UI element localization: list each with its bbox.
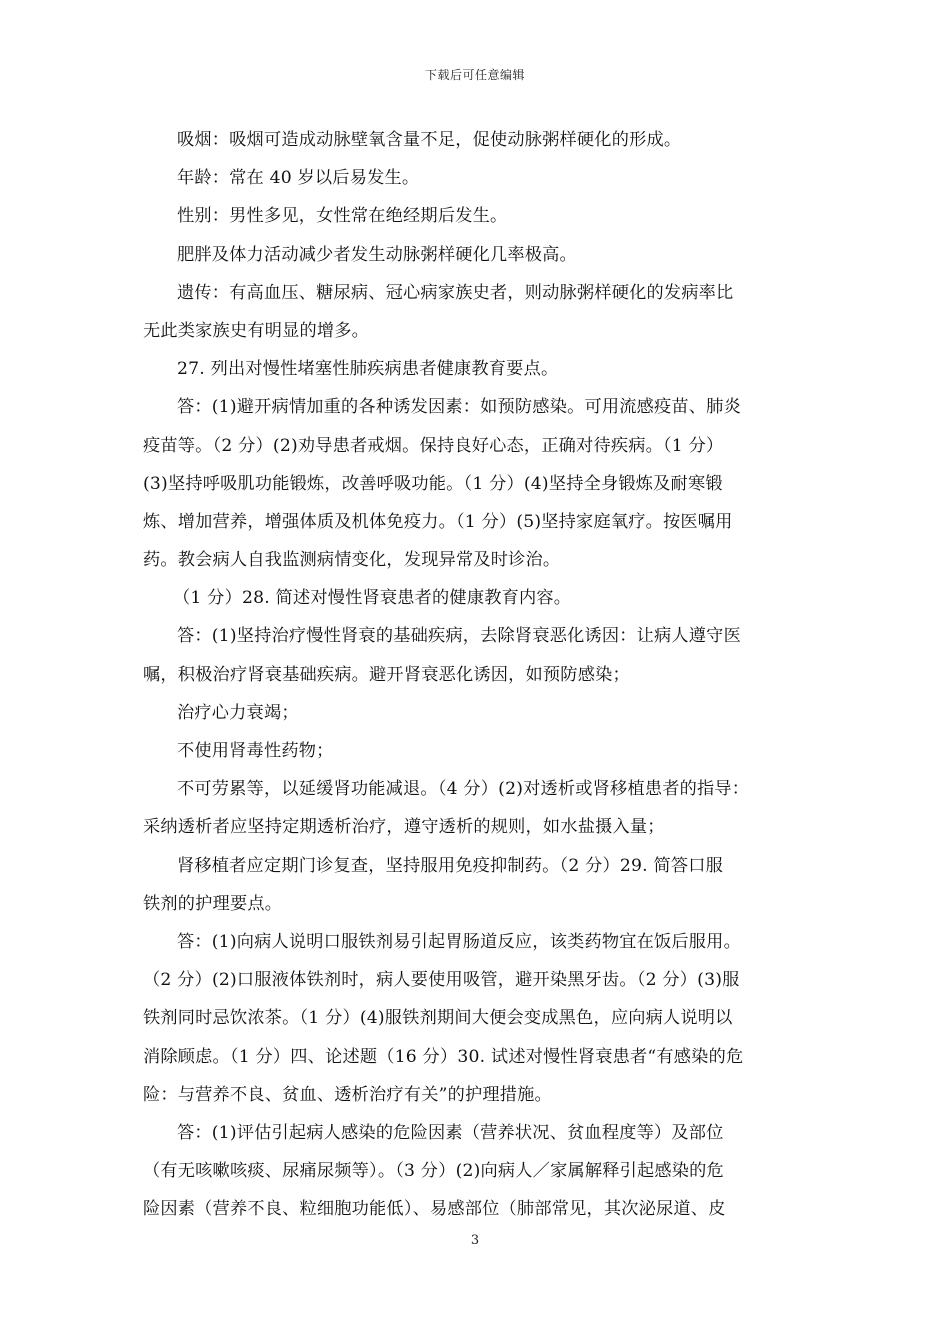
paragraph-line: (3)坚持呼吸肌功能锻炼，改善呼吸功能。（1 分）(4)坚持全身锻炼及耐寒锻 bbox=[143, 473, 723, 494]
paragraph-line: 答：(1)向病人说明口服铁剂易引起胃肠道反应，该类药物宜在饭后服用。 bbox=[177, 931, 741, 952]
paragraph-line: 肥胖及体力活动减少者发生动脉粥样硬化几率极高。 bbox=[177, 244, 577, 265]
paragraph-line: 险：与营养不良、贫血、透析治疗有关”的护理措施。 bbox=[143, 1084, 552, 1105]
paragraph-line: 铁剂同时忌饮浓茶。（1 分）(4)服铁剂期间大便会变成黑色，应向病人说明以 bbox=[143, 1008, 733, 1029]
question-heading: （1 分）28. 简述对慢性肾衰患者的健康教育内容。 bbox=[173, 588, 572, 609]
paragraph-line: 炼、增加营养，增强体质及机体免疫力。（1 分）(5)坚持家庭氧疗。按医嘱用 bbox=[143, 511, 733, 532]
page-number: 3 bbox=[470, 1233, 480, 1248]
paragraph-line: 答：(1)评估引起病人感染的危险因素（营养状况、贫血程度等）及部位 bbox=[177, 1122, 724, 1143]
paragraph-line: 年龄：常在 40 岁以后易发生。 bbox=[177, 168, 420, 189]
paragraph-line: 嘱，积极治疗肾衰基础疾病。避开肾衰恶化诱因，如预防感染； bbox=[143, 664, 630, 685]
paragraph-line: 险因素（营养不良、粒细胞功能低）、易感部位（肺部常见，其次泌尿道、皮 bbox=[143, 1199, 726, 1220]
paragraph-line: 答：(1)避开病情加重的各种诱发因素：如预防感染。可用流感疫苗、肺炎 bbox=[177, 397, 741, 418]
paragraph-line: 消除顾虑。（1 分）四、论述题（16 分）30. 试述对慢性肾衰患者“有感染的危 bbox=[143, 1046, 744, 1067]
paragraph-line: 采纳透析者应坚持定期透析治疗，遵守透析的规则，如水盐摄入量； bbox=[143, 817, 665, 838]
paragraph-line: 铁剂的护理要点。 bbox=[143, 893, 283, 914]
paragraph-line: 药。教会病人自我监测病情变化，发现异常及时诊治。 bbox=[143, 550, 561, 571]
paragraph-line: 性别：男性多见，女性常在绝经期后发生。 bbox=[177, 206, 508, 227]
paragraph-line: 遗传：有高血压、糖尿病、冠心病家族史者，则动脉粥样硬化的发病率比 bbox=[177, 282, 734, 303]
paragraph-line: 不使用肾毒性药物； bbox=[177, 741, 334, 761]
paragraph-line: 治疗心力衰竭； bbox=[177, 702, 299, 723]
page-header: 下载后可任意编辑 bbox=[424, 68, 525, 82]
paragraph-line: 疫苗等。（2 分）(2)劝导患者戒烟。保持良好心态，正确对待疾病。（1 分） bbox=[143, 435, 724, 456]
paragraph-line: 无此类家族史有明显的增多。 bbox=[143, 320, 370, 341]
paragraph-line: （2 分）(2)口服液体铁剂时，病人要使用吸管，避开染黑牙齿。（2 分）(3)服 bbox=[143, 970, 740, 991]
paragraph-line: （有无咳嗽咳痰、尿痛尿频等）。（3 分）(2)向病人／家属解释引起感染的危 bbox=[143, 1161, 724, 1182]
paragraph-line: 吸烟：吸烟可造成动脉壁氧含量不足，促使动脉粥样硬化的形成。 bbox=[177, 130, 682, 150]
question-heading: 27. 列出对慢性堵塞性肺疾病患者健康教育要点。 bbox=[177, 359, 559, 380]
paragraph-line: 肾移植者应定期门诊复查，坚持服用免疫抑制药。（2 分）29. 简答口服 bbox=[177, 855, 724, 876]
paragraph-line: 不可劳累等，以延缓肾功能减退。（4 分）(2)对透析或肾移植患者的指导： bbox=[177, 779, 750, 800]
paragraph-line: 答：(1)坚持治疗慢性肾衰的基础疾病，去除肾衰恶化诱因：让病人遵守医 bbox=[177, 626, 741, 647]
body-text bbox=[143, 121, 807, 1228]
